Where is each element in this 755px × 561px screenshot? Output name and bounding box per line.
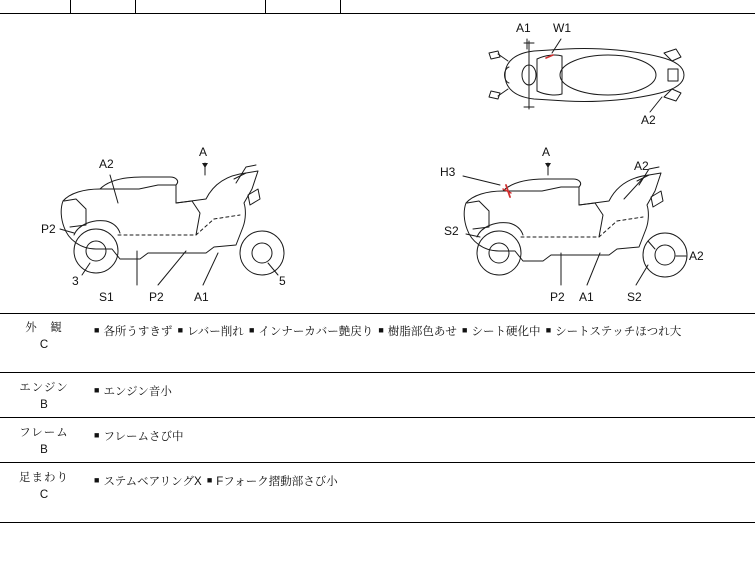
condition-item: ■ 各所うすきず — [94, 321, 172, 342]
diagram-label-a-left: A — [199, 145, 208, 159]
condition-table — [0, 313, 755, 523]
left-side-view-scooter — [61, 165, 284, 275]
diagram-label-a2-right: A2 — [634, 159, 649, 173]
bullet-icon: ■ — [94, 475, 100, 485]
bullet-icon: ■ — [94, 430, 100, 440]
diagram-label-p2-left: P2 — [41, 222, 56, 236]
bullet-icon: ■ — [177, 325, 184, 335]
condition-item: ■ レバー削れ — [178, 321, 244, 342]
condition-items-exterior — [88, 313, 755, 348]
right-view-leaders — [463, 163, 686, 285]
condition-category-label: 外 観 — [25, 322, 63, 334]
bullet-icon: ■ — [206, 475, 213, 485]
top-cell-3 — [135, 0, 266, 13]
condition-row-engine — [0, 373, 755, 418]
condition-grade: C — [39, 489, 49, 501]
diagram-label-a-right: A — [542, 145, 551, 159]
condition-row-suspension — [0, 463, 755, 523]
bullet-icon: ■ — [378, 325, 384, 335]
condition-category-label: エンジン — [19, 382, 69, 394]
bullet-icon: ■ — [462, 325, 468, 335]
bullet-icon: ■ — [94, 385, 100, 395]
condition-category-label: 足まわり — [19, 472, 69, 484]
top-view-scooter — [489, 41, 684, 109]
diagram-label-s2-right: S2 — [444, 224, 459, 238]
condition-item: ■ シートステッチほつれ大 — [546, 326, 682, 338]
condition-items-engine — [88, 373, 755, 408]
diagram-label-p2b-left: P2 — [149, 290, 164, 304]
bullet-icon: ■ — [94, 325, 100, 335]
top-cell-5 — [340, 0, 755, 13]
condition-item: ■ フレームさび中 — [94, 426, 183, 447]
diagram-label-5-left: 5 — [279, 274, 286, 288]
diagram-label-h3-right: H3 — [440, 165, 456, 179]
top-table-row — [0, 0, 755, 14]
condition-row-frame — [0, 418, 755, 463]
top-cell-4 — [265, 0, 341, 13]
diagram-label-a1-top: A1 — [516, 21, 531, 35]
condition-item: ■ エンジン音小 — [94, 381, 172, 402]
condition-grade: B — [40, 444, 48, 456]
condition-category-exterior — [0, 313, 88, 354]
condition-category-frame — [0, 418, 88, 459]
bullet-icon: ■ — [248, 325, 255, 335]
diagram-label-a1-right: A1 — [579, 290, 594, 304]
diagram-label-s1-left: S1 — [99, 290, 114, 304]
condition-row-exterior — [0, 313, 755, 373]
diagram-label-s2b-right: S2 — [627, 290, 642, 304]
condition-category-suspension — [0, 463, 88, 504]
diagram-label-a2-top: A2 — [641, 113, 656, 127]
diagram-label-3-left: 3 — [72, 274, 79, 288]
condition-item: ■ Fフォーク摺動部さび小 — [207, 471, 338, 492]
condition-category-label: フレーム — [19, 427, 69, 439]
condition-item: ■ シート硬化中 — [462, 321, 540, 342]
diagram-label-a2b-right: A2 — [689, 249, 704, 263]
condition-grade: B — [40, 399, 48, 411]
condition-items-frame — [88, 418, 755, 453]
diagram-label-a1-left: A1 — [194, 290, 209, 304]
condition-items-suspension — [88, 463, 755, 498]
bullet-icon: ■ — [545, 325, 552, 335]
condition-item: ■ ステムベアリングX — [94, 471, 202, 492]
diagram-label-w1-top: W1 — [553, 21, 571, 35]
right-side-view-scooter — [464, 167, 687, 277]
vehicle-damage-diagram — [0, 13, 755, 314]
diagram-label-a2-left: A2 — [99, 157, 114, 171]
top-cell-2 — [70, 0, 136, 13]
condition-item: ■ 樹脂部色あせ — [378, 321, 456, 342]
condition-item: ■ インナーカバー艶戻り — [249, 321, 373, 342]
condition-category-engine — [0, 373, 88, 414]
top-cell-1 — [0, 0, 71, 13]
diagram-label-p2-right: P2 — [550, 290, 565, 304]
condition-grade: C — [39, 339, 49, 351]
